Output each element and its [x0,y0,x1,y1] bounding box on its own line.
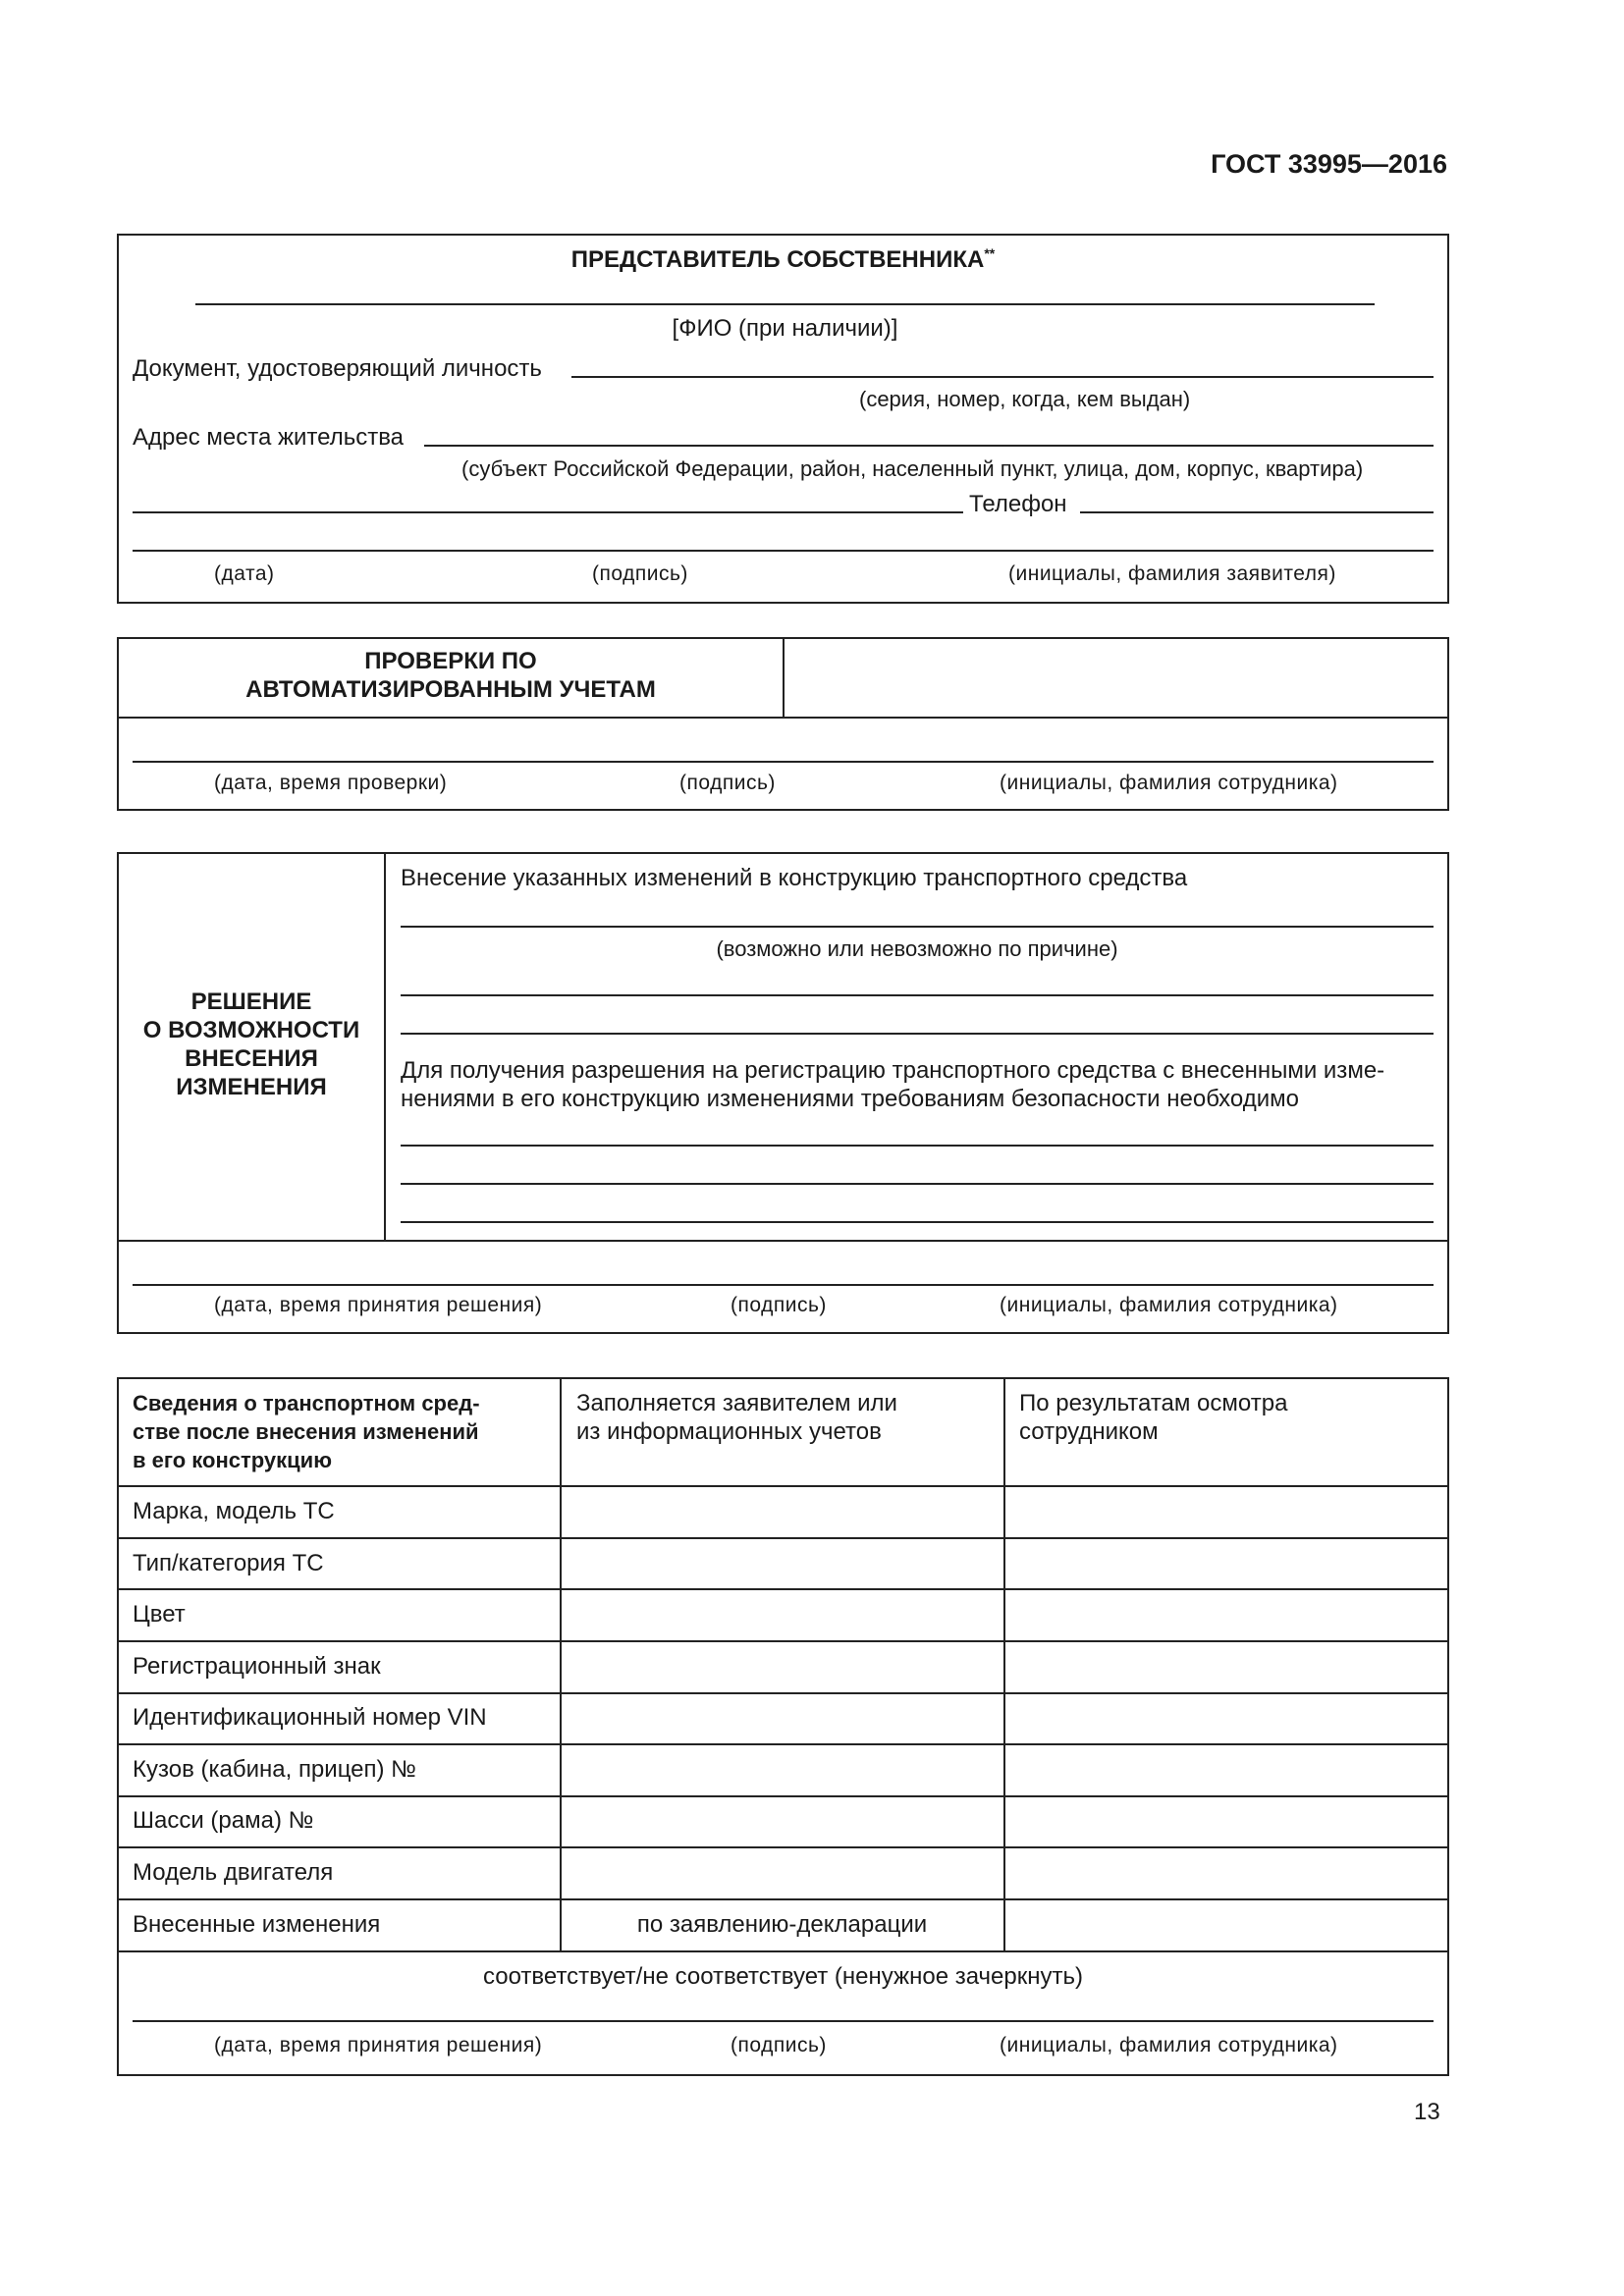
decision-signature-caption: (подпись) [731,1294,827,1316]
applicant-date-caption: (дата) [214,562,275,585]
fio-caption: [ФИО (при наличии)] [672,315,898,342]
decision-reason-line-2[interactable] [401,1033,1434,1035]
vehicle-table-header-info-line3: в его конструкцию [133,1448,332,1472]
decision-text-changes: Внесение указанных изменений в конструкцию транспортного средства [401,865,1188,891]
applicant-value-changes-made: по заявлению-декларации [636,1911,928,1938]
decision-date-caption: (дата, время принятия решения) [214,1294,543,1316]
decision-signature-line[interactable] [133,1284,1434,1286]
phone-label: Телефон [969,491,1067,517]
vehicle-table-row-separator [117,1640,1449,1642]
decision-requirements-text-line1: Для получения разрешения на регистрацию транспортного средства с внесенными изме- [401,1057,1385,1084]
automated-checks-result-field[interactable] [785,639,1447,716]
owner-representative-title-text: ПРЕДСТАВИТЕЛЬ СОБСТВЕННИКА [570,246,985,273]
page-number: 13 [1414,2099,1440,2125]
row-label-registration-plate: Регистрационный знак [133,1653,381,1680]
row-label-changes-made: Внесенные изменения [133,1911,381,1938]
decision-name-caption: (инициалы, фамилия сотрудника) [1000,1294,1338,1316]
decision-requirements-line-2[interactable] [401,1183,1434,1185]
applicant-name-caption: (инициалы, фамилия заявителя) [1008,562,1336,585]
footnote-mark: ** [984,245,996,261]
applicant-signature-caption: (подпись) [592,562,688,585]
automated-checks-title-line2: АВТОМАТИЗИРОВАННЫМ УЧЕТАМ [245,676,656,703]
row-label-body-number: Кузов (кабина, прицеп) № [133,1756,416,1783]
automated-checks-title-line1: ПРОВЕРКИ ПО [364,648,537,674]
vehicle-table-header-info-line1: Сведения о транспортном сред- [133,1391,480,1415]
decision-vertical-divider [384,852,386,1241]
vehicle-table-row-separator [117,1795,1449,1797]
row-label-type-category: Тип/категория ТС [133,1550,324,1576]
vehicle-table-row-separator [117,1743,1449,1745]
address-field[interactable] [424,445,1434,447]
final-signature-line[interactable] [133,2020,1434,2022]
document-standard-number: ГОСТ 33995—2016 [1211,149,1447,179]
check-date-caption: (дата, время проверки) [214,772,448,794]
vehicle-table-row-separator [117,1846,1449,1848]
vehicle-table-row-separator [117,1898,1449,1900]
check-name-caption: (инициалы, фамилия сотрудника) [1000,772,1338,794]
decision-divider [117,1240,1449,1242]
fio-line[interactable] [195,303,1375,305]
decision-requirements-text-line2: нениями в его конструкцию изменениями требованиям безопасности необходимо [401,1086,1299,1112]
row-label-make-model: Марка, модель ТС [133,1498,335,1524]
vehicle-table-row-separator [117,1537,1449,1539]
decision-requirements-line-3[interactable] [401,1221,1434,1223]
address-label: Адрес места жительства [133,424,405,451]
vehicle-table-column-divider-2 [1003,1377,1005,1952]
final-name-caption: (инициалы, фамилия сотрудника) [1000,2034,1338,2056]
decision-possibility-caption: (возможно или невозможно по причине) [716,936,1118,961]
phone-field[interactable] [1080,511,1434,513]
applicant-signature-line[interactable] [133,550,1434,552]
decision-possibility-field[interactable] [401,926,1434,928]
automated-checks-vertical-divider [783,637,785,718]
vehicle-table-column-divider-1 [560,1377,562,1952]
decision-title-line1: РЕШЕНИЕ [190,988,312,1015]
decision-reason-line-1[interactable] [401,994,1434,996]
decision-title-line2: О ВОЗМОЖНОСТИ [142,1017,360,1043]
vehicle-table-header-applicant-line2: из информационных учетов [576,1418,882,1445]
conformity-statement: соответствует/не соответствует (ненужное зачеркнуть) [482,1963,1083,1990]
vehicle-table-row-separator [117,1485,1449,1487]
row-label-vin: Идентификационный номер VIN [133,1704,487,1731]
vehicle-table-header-inspection-line1: По результатам осмотра [1019,1390,1288,1416]
row-label-color: Цвет [133,1601,186,1628]
vehicle-table-header-inspection [1019,1389,1287,1446]
decision-title-line3: ВНЕСЕНИЯ [185,1045,318,1072]
vehicle-table-row-separator [117,1692,1449,1694]
check-signature-line[interactable] [133,761,1434,763]
row-label-engine-model: Модель двигателя [133,1859,334,1886]
vehicle-table-header-inspection-line2: сотрудником [1019,1418,1159,1445]
vehicle-table-row-separator [117,1950,1449,1952]
decision-requirements-line-1[interactable] [401,1145,1434,1147]
address-field-continuation[interactable] [133,511,963,513]
identity-document-caption: (серия, номер, когда, кем выдан) [859,387,1191,411]
address-caption: (субъект Российской Федерации, район, населенный пункт, улица, дом, корпус, квартира) [461,456,1364,481]
vehicle-table-header-info-line2: стве после внесения изменений [133,1419,479,1444]
decision-requirements-text [401,1056,1384,1113]
vehicle-table-header-applicant-line1: Заполняется заявителем или [576,1390,897,1416]
vehicle-table-header-info [133,1389,480,1474]
decision-title [119,988,384,1101]
vehicle-table-header-applicant [576,1389,897,1446]
decision-title-line4: ИЗМЕНЕНИЯ [176,1074,327,1100]
owner-representative-title [117,245,1449,274]
identity-document-field[interactable] [571,376,1434,378]
identity-document-label: Документ, удостоверяющий личность [133,355,542,382]
automated-checks-title [119,647,783,704]
final-date-caption: (дата, время принятия решения) [214,2034,543,2056]
check-signature-caption: (подпись) [679,772,776,794]
vehicle-table-row-separator [117,1588,1449,1590]
final-signature-caption: (подпись) [731,2034,827,2056]
row-label-chassis-number: Шасси (рама) № [133,1807,314,1834]
owner-representative-section [117,234,1449,604]
